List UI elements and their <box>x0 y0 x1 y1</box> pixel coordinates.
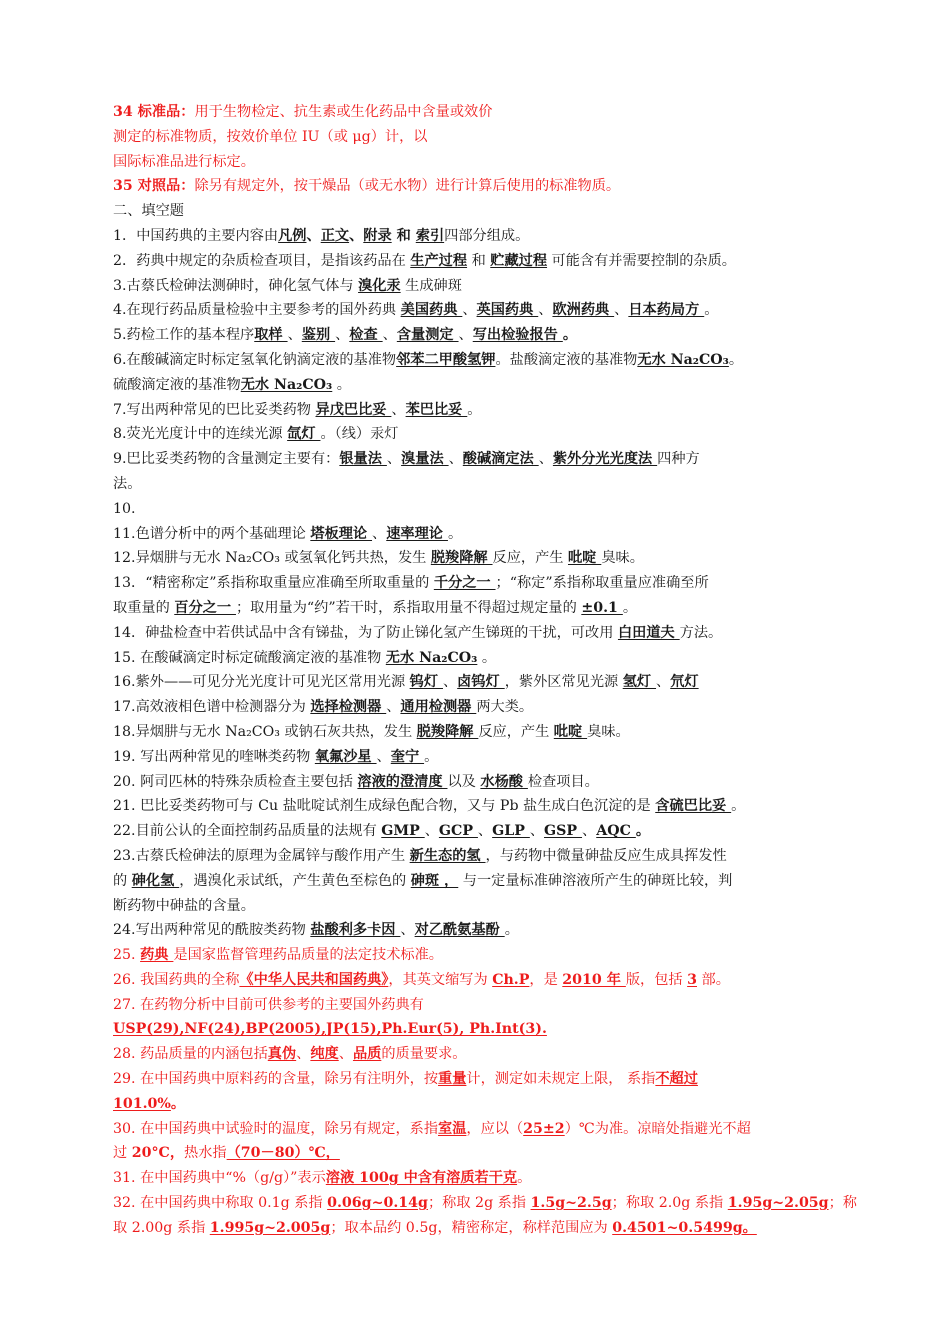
answer-blank: 1.95g~2.05g <box>727 1195 829 1212</box>
text-run: 版，包括 <box>625 971 688 988</box>
answer-blank: 1.5g~2.5g <box>530 1195 612 1212</box>
text-line <box>113 770 865 795</box>
text-run: 部。 <box>697 971 730 988</box>
text-line <box>113 869 865 894</box>
answer-blank: 索引 <box>415 227 445 244</box>
text-run: 8.荧光光度计中的连续光源 <box>113 426 288 443</box>
text-run: 。 <box>731 798 746 815</box>
answer-blank: 3 <box>687 971 697 988</box>
text-run: 用于生物检定、抗生素或生化药品中含量或效价 <box>194 104 493 120</box>
text-line <box>113 571 865 596</box>
answer-blank: AQC <box>596 823 636 840</box>
text-run: 。 <box>170 1095 186 1112</box>
text-run: 方法。 <box>679 624 723 641</box>
text-run: 法。 <box>113 475 142 492</box>
text-line <box>113 274 865 299</box>
answer-blank: 百分之一 <box>174 599 236 616</box>
text-run: ）℃为准。凉暗处指避光不超 <box>564 1120 751 1137</box>
text-run: 、 <box>349 227 364 244</box>
text-run: 取 2.00g 系指 <box>113 1219 210 1236</box>
answer-blank: 选择检测器 <box>310 699 387 716</box>
answer-blank: 通用检测器 <box>400 699 477 716</box>
text-run: 反应，产生 <box>478 723 554 740</box>
text-run: 20. 阿司匹林的特殊杂质检查主要包括 <box>113 773 358 790</box>
answer-blank: 氙灯 <box>287 426 321 443</box>
text-line <box>113 497 865 522</box>
answer-blank: 0.4501~0.5499g。 <box>612 1219 757 1236</box>
text-line <box>113 670 865 695</box>
text-run: 、 <box>582 823 597 840</box>
answer-blank: 盐酸利多卡因 <box>310 922 401 939</box>
text-run: 10. <box>113 500 136 517</box>
text-run: 21. 巴比妥类药物可与 Cu 盐吡啶试剂生成绿色配合物，又与 Pb 盐生成白色沉淀的是 <box>113 798 656 815</box>
answer-blank: 异戊巴比妥 <box>315 401 392 418</box>
answer-blank: 砷化氢 <box>131 872 180 889</box>
text-run: 除另有规定外，按干燥品（或无水物）进行计算后使用的标准物质。 <box>194 178 621 195</box>
answer-blank: 氧氟沙星 <box>314 748 377 765</box>
text-run: 。 <box>477 649 497 666</box>
answer-blank: 白田道夫 <box>617 624 680 641</box>
answer-blank: 101.0% <box>113 1095 171 1112</box>
answer-blank: 吡啶 <box>567 550 602 567</box>
answer-blank: 品质 <box>352 1046 382 1063</box>
text-run: 18.异烟肼与无水 Na₂CO₃ 或钠石灰共热，发生 <box>113 723 417 740</box>
text-run: 和 <box>391 227 416 244</box>
answer-blank: 紫外分光光度法 <box>552 451 658 468</box>
answer-blank: 无水 Na₂CO₃ <box>637 351 729 368</box>
answer-blank: 苯巴比妥 <box>405 401 468 418</box>
text-run: 。 <box>332 376 351 393</box>
text-run: 、 <box>458 327 473 344</box>
text-run: 、 <box>287 327 302 344</box>
text-run: 31. 在中国药典中“%（g/g）”表示 <box>113 1170 326 1187</box>
answer-blank: 纯度 <box>310 1046 339 1063</box>
answer-blank: 2010 年 <box>562 971 626 988</box>
text-line <box>113 646 865 671</box>
answer-blank: 真伪 <box>267 1046 297 1063</box>
text-run: 。盐酸滴定液的基准物 <box>495 351 638 368</box>
text-run: 国际标准品进行标定。 <box>113 153 255 170</box>
text-run: 、 <box>442 674 458 691</box>
answer-blank: ±0.1 <box>581 599 623 616</box>
text-line <box>113 596 865 621</box>
text-line <box>113 125 865 150</box>
answer-blank: 无水 Na₂CO₃ <box>240 376 333 393</box>
text-line <box>113 1166 865 1191</box>
text-run: 12.异烟肼与无水 Na₂CO₃ 或氢氧化钙共热，发生 <box>113 550 431 567</box>
text-run: 、 <box>335 327 350 344</box>
text-run: 、 <box>372 525 387 542</box>
text-line <box>113 447 865 472</box>
text-run: 9.巴比妥类药物的含量测定主要有： <box>113 451 340 468</box>
answer-blank: 0.06g~0.14g <box>327 1195 428 1212</box>
answer-blank: 不超过 <box>655 1071 698 1088</box>
answer-blank: 检查 <box>349 327 383 344</box>
answer-blank: 生产过程 <box>410 252 468 269</box>
answer-blank: 美国药典 <box>400 302 463 319</box>
text-line <box>113 298 865 323</box>
text-run: 25. <box>113 947 141 964</box>
answer-blank: GLP <box>492 823 530 840</box>
text-run: 以及 <box>447 773 481 790</box>
text-run: 生成砷斑 <box>400 277 462 294</box>
text-line <box>113 894 865 919</box>
text-run: 、 <box>386 451 402 468</box>
answer-blank: 溴量法 <box>401 451 449 468</box>
answer-blank: 英国药典 <box>476 302 539 319</box>
text-run: 的质量要求。 <box>381 1046 467 1063</box>
text-run: 。 <box>517 1170 532 1187</box>
text-run: 四种方 <box>657 451 700 468</box>
text-run: ；“称定”系指称取重量应准确至所 <box>495 575 709 592</box>
text-run: 。 <box>704 302 719 319</box>
text-run: 。 <box>728 351 744 368</box>
text-run: ；称 <box>828 1195 857 1212</box>
answer-blank: 对乙酰氨基酚 <box>414 922 505 939</box>
answer-blank: 25±2 <box>523 1120 565 1137</box>
answer-blank: 砷斑 ， <box>410 872 459 889</box>
text-line <box>113 720 865 745</box>
text-run: 4.在现行药品质量检验中主要参考的国外药典 <box>113 302 401 319</box>
text-run: 、 <box>391 401 406 418</box>
answer-blank: 取样 <box>254 327 288 344</box>
text-run: 。 <box>467 401 482 418</box>
text-run: 20°C， <box>131 1145 185 1162</box>
answer-blank: 药典 <box>140 947 174 964</box>
text-run: 、 <box>400 922 415 939</box>
answer-blank: 正文 <box>320 227 350 244</box>
answer-blank: 欧洲药典 <box>552 302 615 319</box>
text-run: 17.高效液相色谱中检测器分为 <box>113 699 311 716</box>
text-line <box>113 199 865 224</box>
text-run: 臭味。 <box>601 550 644 567</box>
text-line <box>113 1092 865 1117</box>
text-line <box>113 249 865 274</box>
answer-blank: 水杨酸 <box>480 773 528 790</box>
text-run: 、 <box>424 823 439 840</box>
text-run: 、 <box>529 823 545 840</box>
text-run: 29. 在中国药典中原料药的含量，除另有注明外，按 <box>113 1071 439 1088</box>
text-run: 。 <box>424 748 439 765</box>
text-run: 11.色谱分析中的两个基础理论 <box>113 525 311 542</box>
answer-blank: 无水 Na₂CO₃ <box>385 649 478 666</box>
text-line <box>113 472 865 497</box>
text-run: 2．药典中规定的杂质检查项目，是指该药品在 <box>113 252 411 269</box>
text-run: 27. 在药物分析中目前可供参考的主要国外药典有 <box>113 996 424 1013</box>
text-run: 断药物中砷盐的含量。 <box>113 897 255 914</box>
text-line <box>113 174 865 199</box>
answer-blank: 日本药局方 <box>628 302 705 319</box>
text-run: 、 <box>386 699 401 716</box>
text-run: 。 <box>504 922 519 939</box>
text-run: 、 <box>338 1046 353 1063</box>
answer-blank: 溶液 100g 中含有溶质若干克 <box>325 1170 518 1187</box>
text-run: 热水指 <box>184 1145 227 1162</box>
text-run: 。（线）汞灯 <box>320 426 399 443</box>
answer-blank: 卤钨灯 <box>457 674 505 691</box>
answer-blank: 室温 <box>438 1120 467 1137</box>
text-run: 测定的标准物质，按效价单位 IU（或 μg）计，以 <box>113 128 428 145</box>
text-line <box>113 819 865 844</box>
text-line <box>113 695 865 720</box>
text-run: ；取用量为“约”若干时，系指取用量不得超过规定量的 <box>235 599 582 616</box>
text-run: 与一定量标准砷溶液所产生的砷斑比较，判 <box>458 872 733 889</box>
text-run: 35 对照品： <box>113 178 195 195</box>
text-run: 。 <box>447 525 463 542</box>
text-line <box>113 745 865 770</box>
text-line <box>113 844 865 869</box>
text-line <box>113 1017 865 1042</box>
text-run: 30. 在中国药典中试验时的温度，除另有规定，系指 <box>113 1120 439 1137</box>
text-run: 、 <box>376 748 391 765</box>
text-run: 两大类。 <box>476 699 534 716</box>
answer-blank: 凡例 <box>278 227 307 244</box>
answer-blank: 酸碱滴定法 <box>462 451 539 468</box>
answer-blank: 邻苯二甲酸氢钾 <box>396 351 496 368</box>
text-run: 32. 在中国药典中称取 0.1g 系指 <box>113 1195 328 1212</box>
text-run: ；取本品约 0.5g，精密称定，称样范围应为 <box>330 1219 613 1236</box>
text-line <box>113 224 865 249</box>
answer-blank: Ch.P <box>492 971 530 988</box>
document-body <box>113 100 865 1241</box>
text-line <box>113 968 865 993</box>
answer-blank: 1.995g~2.005g <box>209 1219 331 1236</box>
text-run: 23.古蔡氏检砷法的原理为金属锌与酸作用产生 <box>113 847 410 864</box>
text-run: 、 <box>614 302 629 319</box>
text-run: 反应，产生 <box>492 550 568 567</box>
text-run: 过 <box>113 1145 132 1162</box>
text-line <box>113 150 865 175</box>
text-run: ；称取 2.0g 系指 <box>611 1195 728 1212</box>
answer-blank: 脱羧降解 <box>416 723 479 740</box>
text-run: ，遇溴化汞试纸，产生黄色至棕色的 <box>179 872 411 889</box>
text-line <box>113 1191 865 1216</box>
text-run: 19. 写出两种常见的喹啉类药物 <box>113 748 315 765</box>
text-line <box>113 373 865 398</box>
text-line <box>113 1117 865 1142</box>
text-run: ，应以（ <box>466 1120 524 1137</box>
text-line <box>113 323 865 348</box>
text-run: 计，测定如未规定上限， 系指 <box>466 1071 656 1088</box>
answer-blank: （70－80）℃， <box>226 1145 340 1162</box>
answer-blank: 《中华人民共和国药典》 <box>239 971 389 988</box>
text-run: 是国家监督管理药品质量的法定技术标准。 <box>173 947 443 964</box>
answer-blank: 氢灯 <box>622 674 657 691</box>
text-run: 、 <box>306 227 321 244</box>
text-run: 28. 药品质量的内涵包括 <box>113 1046 268 1063</box>
answer-blank: 银量法 <box>339 451 387 468</box>
text-run: 、 <box>477 823 493 840</box>
answer-blank: 钨灯 <box>409 674 443 691</box>
text-run: 四部分组成。 <box>444 227 530 244</box>
text-run: 取重量的 <box>113 599 175 616</box>
answer-blank: 鉴别 <box>301 327 336 344</box>
text-run: 的 <box>113 872 132 889</box>
text-line <box>113 1042 865 1067</box>
answer-blank: USP(29),NF(24),BP(2005),JP(15),Ph.Eur(5), Ph.Int(3). <box>113 1021 547 1038</box>
text-line <box>113 1141 865 1166</box>
text-run: 、 <box>382 327 397 344</box>
text-run: 3.古蔡氏检砷法测砷时，砷化氢气体与 <box>113 277 359 294</box>
text-run: 、 <box>656 674 671 691</box>
text-run: 7.写出两种常见的巴比妥类药物 <box>113 401 316 418</box>
text-run: ；称取 2g 系指 <box>427 1195 531 1212</box>
answer-blank: 速率理论 <box>386 525 448 542</box>
text-run: 二、填空题 <box>113 203 184 220</box>
text-run: ，是 <box>529 971 563 988</box>
answer-blank: 贮藏过程 <box>490 252 548 269</box>
answer-blank: 千分之一 <box>433 575 496 592</box>
text-run: 。 <box>562 327 578 344</box>
text-run: 。 <box>635 823 651 840</box>
answer-blank: 附录 <box>363 227 392 244</box>
text-run: 臭味。 <box>587 723 630 740</box>
text-run: 13．“精密称定”系指称取重量应准确至所取重量的 <box>113 575 434 592</box>
answer-blank: GMP <box>381 823 425 840</box>
text-run: 24.写出两种常见的酰胺类药物 <box>113 922 311 939</box>
text-run: ，紫外区常见光源 <box>504 674 623 691</box>
text-run: 16.紫外——可见分光光度计可见光区常用光源 <box>113 674 410 691</box>
answer-blank: 溶液的澄清度 <box>357 773 448 790</box>
text-run: 、 <box>538 302 553 319</box>
text-line <box>113 422 865 447</box>
answer-blank: 溴化汞 <box>358 277 401 294</box>
text-run: 22.目前公认的全面控制药品质量的法规有 <box>113 823 382 840</box>
text-run: 、 <box>296 1046 311 1063</box>
text-run: 检查项目。 <box>527 773 599 790</box>
text-run: 6.在酸碱滴定时标定氢氧化钠滴定液的基准物 <box>113 351 397 368</box>
text-run: 、 <box>448 451 463 468</box>
text-line <box>113 918 865 943</box>
text-run: 。 <box>622 599 638 616</box>
text-run: 5.药检工作的基本程序 <box>113 327 255 344</box>
text-line <box>113 993 865 1018</box>
text-run: 硫酸滴定液的基准物 <box>113 376 241 393</box>
answer-blank: 写出检验报告 <box>472 327 563 344</box>
text-line <box>113 522 865 547</box>
answer-blank: 新生态的氢 <box>409 847 486 864</box>
answer-blank: GCP <box>438 823 478 840</box>
text-line <box>113 794 865 819</box>
answer-blank: 氘灯 <box>670 674 699 691</box>
answer-blank: 重量 <box>438 1071 467 1088</box>
answer-blank: GSP <box>544 823 583 840</box>
text-run: 26. 我国药典的全称 <box>113 971 240 988</box>
text-line <box>113 100 865 125</box>
text-run: 可能含有并需要控制的杂质。 <box>547 252 736 269</box>
answer-blank: 吡啶 <box>553 723 588 740</box>
text-run: 34 标准品： <box>113 104 195 120</box>
text-line <box>113 348 865 373</box>
text-run: 和 <box>467 252 491 269</box>
answer-blank: 脱羧降解 <box>430 550 493 567</box>
answer-blank: 含量测定 <box>396 327 459 344</box>
text-run: 1．中国药典的主要内容由 <box>113 227 279 244</box>
text-line <box>113 943 865 968</box>
text-run: ，其英文缩写为 <box>388 971 493 988</box>
text-line <box>113 621 865 646</box>
text-run: 15. 在酸碱滴定时标定硫酸滴定液的基准物 <box>113 649 386 666</box>
text-line <box>113 1216 865 1241</box>
text-run: 、 <box>538 451 553 468</box>
answer-blank: 奎宁 <box>390 748 425 765</box>
text-run: ，与药物中微量砷盐反应生成具挥发性 <box>485 847 727 864</box>
text-line <box>113 398 865 423</box>
text-line <box>113 1067 865 1092</box>
answer-blank: 含硫巴比妥 <box>655 798 732 815</box>
text-run: 、 <box>462 302 477 319</box>
answer-blank: 塔板理论 <box>310 525 373 542</box>
text-run: 14．砷盐检查中若供试品中含有锑盐，为了防止锑化氢产生锑斑的干扰，可改用 <box>113 624 618 641</box>
text-line <box>113 546 865 571</box>
